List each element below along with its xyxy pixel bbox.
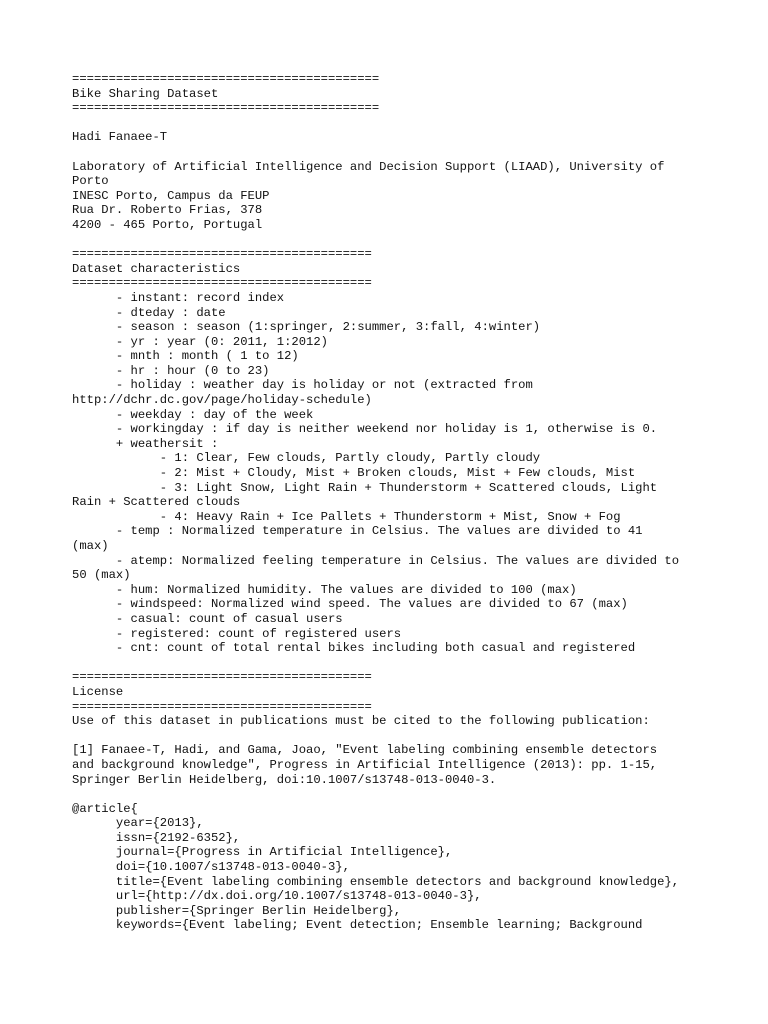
field-description: - yr : year (0: 2011, 1:2012) <box>72 334 328 349</box>
field-description: - instant: record index <box>72 290 285 305</box>
field-description-continued: 50 (max) <box>72 568 131 583</box>
header-rule: ========================================== <box>72 72 380 86</box>
license-text: Use of this dataset in publications must be cited to the following publication: <box>72 714 650 729</box>
address-line: 4200 - 465 Porto, Portugal <box>72 217 263 232</box>
section-rule: ========================================= <box>72 247 372 262</box>
section-rule: ========================================= <box>72 670 372 685</box>
field-description: - hum: Normalized humidity. The values are divided to 100 (max) <box>72 582 577 597</box>
affiliation-line: Porto <box>72 174 109 189</box>
section-rule: ========================================= <box>72 699 372 714</box>
bibtex-line: journal={Progress in Artificial Intelligence}, <box>72 845 453 860</box>
citation-text: Springer Berlin Heidelberg, doi:10.1007/s13748-013-0040-3. <box>72 772 497 787</box>
bibtex-line: issn={2192-6352}, <box>72 830 241 845</box>
field-description: + weathersit : <box>72 436 219 451</box>
blank-line <box>72 787 712 802</box>
blank-line <box>72 145 712 160</box>
field-description: - temp : Normalized temperature in Celsius. The values are divided to 41 <box>72 524 643 539</box>
weathersit-value: - 4: Heavy Rain + Ice Pallets + Thunderstorm + Mist, Snow + Fog <box>72 509 621 524</box>
field-description: - holiday : weather day is holiday or not (extracted from <box>72 378 533 393</box>
field-description-continued: (max) <box>72 539 109 553</box>
address-line: Rua Dr. Roberto Frias, 378 <box>72 203 263 218</box>
bibtex-line: year={2013}, <box>72 816 204 831</box>
citation-text: [1] Fanaee-T, Hadi, and Gama, Joao, "Event labeling combining ensemble detectors <box>72 743 658 758</box>
weathersit-value: - 1: Clear, Few clouds, Partly cloudy, Partly cloudy <box>72 451 541 466</box>
section-heading-license: License <box>72 684 124 699</box>
bibtex-line: url={http://dx.doi.org/10.1007/s13748-013-0040-3}, <box>72 889 482 904</box>
blank-line <box>72 233 712 248</box>
blank-line <box>72 656 712 671</box>
document-text <box>72 72 712 933</box>
weathersit-value: - 3: Light Snow, Light Rain + Thunderstorm + Scattered clouds, Light <box>72 480 658 495</box>
field-description: - dteday : date <box>72 305 226 320</box>
citation-text: and background knowledge", Progress in Artificial Intelligence (2013): pp. 1-15, <box>72 757 658 772</box>
blank-line <box>72 729 712 744</box>
field-description: - hr : hour (0 to 23) <box>72 363 270 378</box>
bibtex-line: title={Event labeling combining ensemble detectors and background knowledge}, <box>72 874 680 889</box>
author-name: Hadi Fanaee-T <box>72 130 168 145</box>
field-description: - weekday : day of the week <box>72 407 314 422</box>
field-description: - cnt: count of total rental bikes including both casual and registered <box>72 641 636 656</box>
affiliation-line: Laboratory of Artificial Intelligence and Decision Support (LIAAD), University of <box>72 159 665 174</box>
field-description: - windspeed: Normalized wind speed. The values are divided to 67 (max) <box>72 597 628 612</box>
field-description: - registered: count of registered users <box>72 626 402 641</box>
address-line: INESC Porto, Campus da FEUP <box>72 188 270 203</box>
field-description: - workingday : if day is neither weekend nor holiday is 1, otherwise is 0. <box>72 422 658 437</box>
section-heading-characteristics: Dataset characteristics <box>72 261 241 276</box>
section-rule: ========================================= <box>72 276 372 291</box>
bibtex-line: @article{ <box>72 801 138 816</box>
bibtex-line: publisher={Springer Berlin Heidelberg}, <box>72 903 402 918</box>
field-description: - season : season (1:springer, 2:summer, 3:fall, 4:winter) <box>72 320 541 335</box>
header-rule: ========================================== <box>72 101 380 116</box>
bibtex-line: keywords={Event labeling; Event detection; Ensemble learning; Background <box>72 918 643 933</box>
field-description: - atemp: Normalized feeling temperature in Celsius. The values are divided to <box>72 553 680 568</box>
weathersit-value-continued: Rain + Scattered clouds <box>72 495 241 510</box>
bibtex-line: doi={10.1007/s13748-013-0040-3}, <box>72 860 350 875</box>
field-description: - casual: count of casual users <box>72 611 343 626</box>
blank-line <box>72 116 712 131</box>
field-description: - mnth : month ( 1 to 12) <box>72 349 299 364</box>
weathersit-value: - 2: Mist + Cloudy, Mist + Broken clouds, Mist + Few clouds, Mist <box>72 466 636 481</box>
field-description-continued: http://dchr.dc.gov/page/holiday-schedule) <box>72 393 372 408</box>
document-title: Bike Sharing Dataset <box>72 86 219 101</box>
